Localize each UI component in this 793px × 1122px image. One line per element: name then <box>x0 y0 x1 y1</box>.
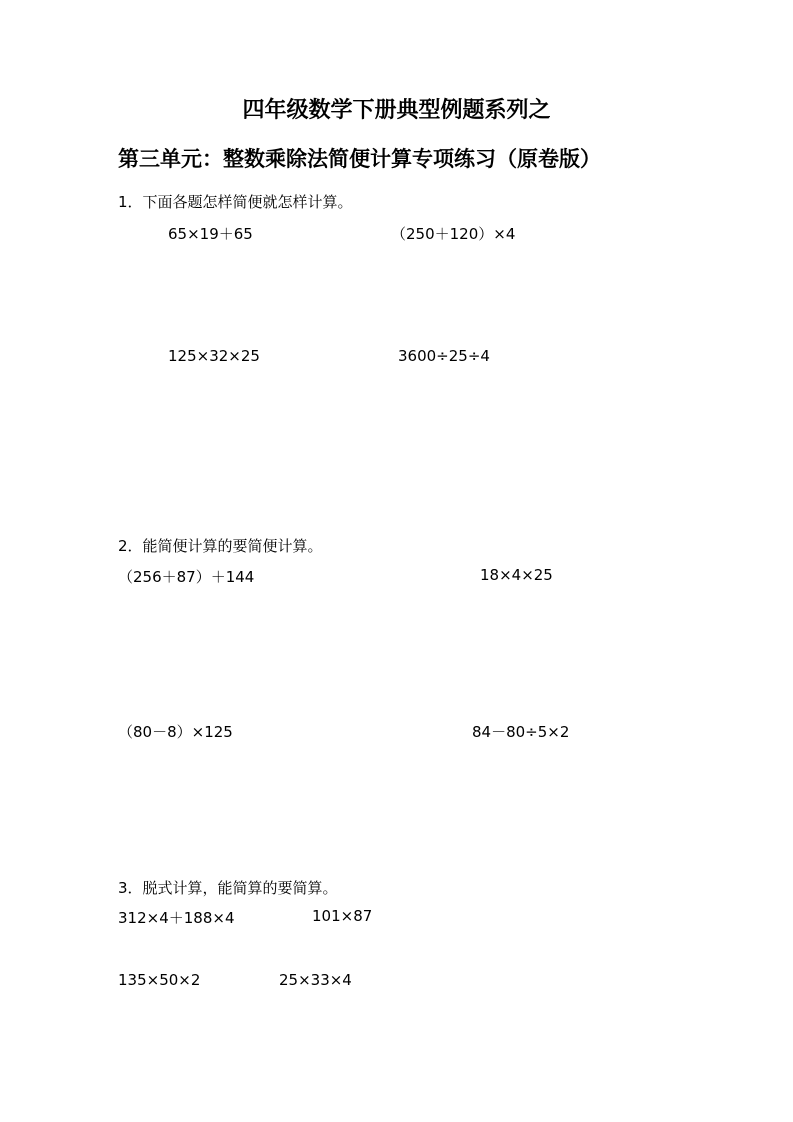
section-2-heading: 2．能简便计算的要简便计算。 <box>118 537 323 555</box>
section-1-heading: 1．下面各题怎样简便就怎样计算。 <box>118 193 353 211</box>
problem-1-2: （250＋120）×4 <box>391 225 516 243</box>
page-subtitle: 第三单元：整数乘除法简便计算专项练习（原卷版） <box>118 147 601 171</box>
problem-1-4: 3600÷25÷4 <box>398 347 490 365</box>
problem-3-2: 101×87 <box>312 907 373 925</box>
section-3-heading: 3．脱式计算，能简算的要简算。 <box>118 879 338 897</box>
problem-3-4: 25×33×4 <box>279 971 352 989</box>
page-title: 四年级数学下册典型例题系列之 <box>242 98 551 123</box>
problem-2-1: （256＋87）＋144 <box>118 568 255 586</box>
problem-1-3: 125×32×25 <box>168 347 260 365</box>
problem-2-2: 18×4×25 <box>480 566 553 584</box>
problem-2-3: （80－8）×125 <box>118 723 233 741</box>
problem-1-1: 65×19＋65 <box>168 225 253 243</box>
problem-2-4: 84－80÷5×2 <box>472 723 570 741</box>
problem-3-3: 135×50×2 <box>118 971 201 989</box>
problem-3-1: 312×4＋188×4 <box>118 909 235 927</box>
